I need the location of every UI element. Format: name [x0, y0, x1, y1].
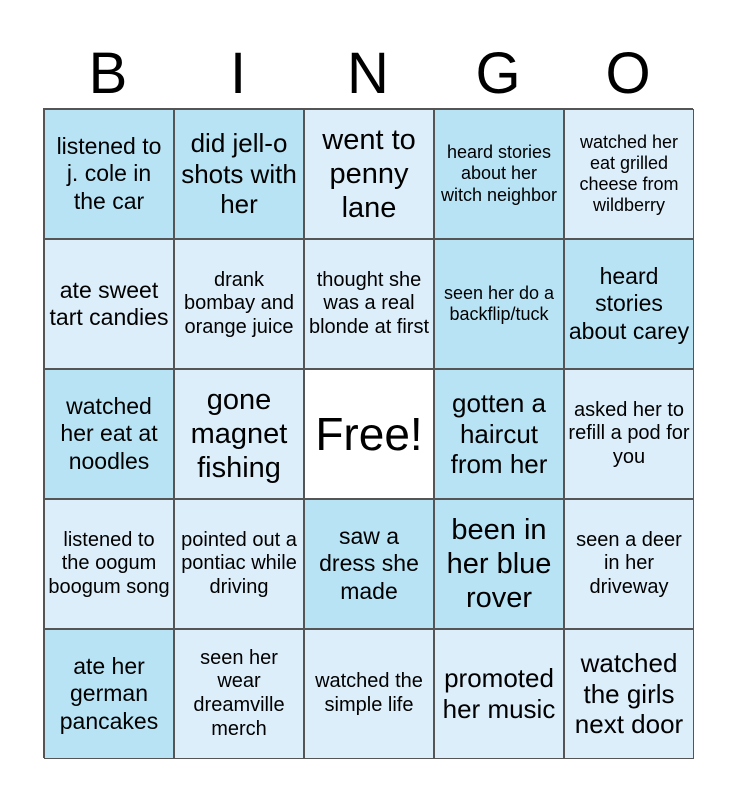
bingo-cell[interactable]: gone magnet fishing — [174, 369, 304, 499]
bingo-cell[interactable]: watched her eat at noodles — [44, 369, 174, 499]
bingo-cell[interactable]: seen her do a backflip/tuck — [434, 239, 564, 369]
header-letter-b: B — [88, 41, 128, 106]
bingo-cell[interactable]: listened to the oogum boogum song — [44, 499, 174, 629]
bingo-cell[interactable]: gotten a haircut from her — [434, 369, 564, 499]
free-space-cell[interactable]: Free! — [304, 369, 434, 499]
bingo-cell[interactable]: seen her wear dreamville merch — [174, 629, 304, 759]
bingo-cell[interactable]: ate sweet tart candies — [44, 239, 174, 369]
header-letter-g: G — [475, 41, 521, 106]
bingo-cell[interactable]: watched the simple life — [304, 629, 434, 759]
bingo-cell[interactable]: asked her to refill a pod for you — [564, 369, 694, 499]
bingo-cell[interactable]: did jell-o shots with her — [174, 109, 304, 239]
header-letter-n: N — [347, 41, 389, 106]
bingo-cell[interactable]: watched the girls next door — [564, 629, 694, 759]
bingo-cell[interactable]: drank bombay and orange juice — [174, 239, 304, 369]
bingo-cell[interactable]: pointed out a pontiac while driving — [174, 499, 304, 629]
header-letter-o: O — [605, 41, 651, 106]
bingo-card-grid — [43, 108, 693, 758]
bingo-cell[interactable]: listened to j. cole in the car — [44, 109, 174, 239]
bingo-cell[interactable]: saw a dress she made — [304, 499, 434, 629]
bingo-cell[interactable]: went to penny lane — [304, 109, 434, 239]
bingo-cell[interactable]: been in her blue rover — [434, 499, 564, 629]
bingo-cell[interactable]: thought she was a real blonde at first — [304, 239, 434, 369]
bingo-cell[interactable]: promoted her music — [434, 629, 564, 759]
bingo-header — [43, 40, 693, 108]
bingo-cell[interactable]: heard stories about carey — [564, 239, 694, 369]
bingo-cell[interactable]: ate her german pancakes — [44, 629, 174, 759]
bingo-cell[interactable]: watched her eat grilled cheese from wildberry — [564, 109, 694, 239]
bingo-cell[interactable]: heard stories about her witch neighbor — [434, 109, 564, 239]
bingo-cell[interactable]: seen a deer in her driveway — [564, 499, 694, 629]
header-letter-i: I — [229, 41, 247, 106]
